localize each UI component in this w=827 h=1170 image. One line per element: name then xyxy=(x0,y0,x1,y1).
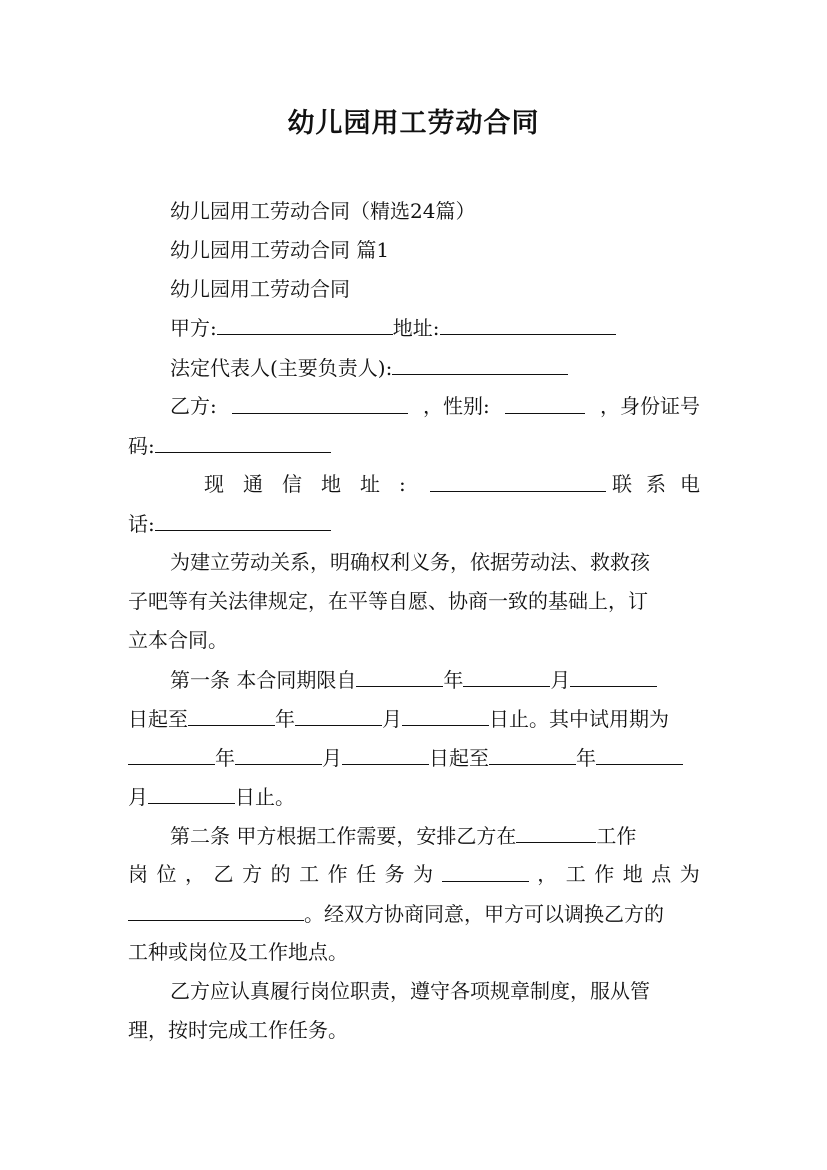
party-a-label: 甲方: xyxy=(170,316,217,340)
mail-address-label: 现通信地址: xyxy=(204,472,425,496)
end-day-blank xyxy=(402,699,489,726)
word: 点 xyxy=(651,862,672,886)
intro-line-2: 幼儿园用工劳动合同 篇1 xyxy=(170,238,390,262)
day-from-to-label: 日起至 xyxy=(429,746,489,770)
year-label: 年 xyxy=(275,707,295,731)
word: ， xyxy=(537,862,558,886)
month-label: 月 xyxy=(550,668,571,692)
day-from-to-label: 日起至 xyxy=(128,707,188,731)
word: ， xyxy=(185,862,206,886)
word: 乙 xyxy=(213,862,234,886)
probation-start-month-blank xyxy=(235,738,322,765)
id-blank xyxy=(155,426,331,453)
article-1-line-3 xyxy=(128,738,700,776)
article-2-line-3 xyxy=(128,894,700,932)
phone-line xyxy=(128,504,700,542)
word: 的 xyxy=(270,862,291,886)
month-label: 月 xyxy=(322,746,342,770)
word: 地 xyxy=(622,862,643,886)
gender-label: ，性别: xyxy=(423,394,490,418)
party-b-label: 乙方: xyxy=(170,394,217,418)
party-a-line xyxy=(128,308,700,346)
word: 工 xyxy=(565,862,586,886)
party-b-blank xyxy=(232,387,408,414)
id-label: ，身份证号 xyxy=(600,394,700,418)
id-line xyxy=(128,426,700,464)
intro-line-3: 幼儿园用工劳动合同 xyxy=(170,277,350,301)
article-1-head: 第一条 本合同期限自 xyxy=(170,668,357,692)
gender-blank xyxy=(505,387,585,414)
start-year-blank xyxy=(356,660,443,687)
article-2-line-1 xyxy=(128,816,700,854)
duty-line-1: 乙方应认真履行岗位职责，遵守各项规章制度，服从管 xyxy=(170,979,650,1003)
phone-label-tail: 话: xyxy=(128,512,155,536)
preamble-line-1: 为建立劳动关系，明确权利义务，依据劳动法、救救孩 xyxy=(170,550,650,574)
id-label-tail: 码: xyxy=(128,434,155,458)
duty-line-2: 理，按时完成工作任务。 xyxy=(128,1018,348,1042)
workplace-blank xyxy=(128,894,304,921)
end-month-blank xyxy=(295,699,382,726)
year-label: 年 xyxy=(576,746,596,770)
legal-rep-line xyxy=(128,348,700,386)
preamble-line-2: 子吧等有关法律规定，在平等自愿、协商一致的基础上，订 xyxy=(128,589,648,613)
end-year-blank xyxy=(188,699,275,726)
article-1-line-4 xyxy=(128,777,700,815)
article-2-head: 第二条 甲方根据工作需要，安排乙方在 xyxy=(170,824,517,848)
month-label: 月 xyxy=(382,707,402,731)
word: 作 xyxy=(594,862,615,886)
start-day-blank xyxy=(570,660,657,687)
probation-label: 其中试用期为 xyxy=(549,707,669,731)
day-end-label: 日止。 xyxy=(489,707,549,731)
probation-end-month-blank xyxy=(596,738,683,765)
probation-start-year-blank xyxy=(128,738,215,765)
word: 位 xyxy=(156,862,177,886)
party-a-blank xyxy=(217,308,393,335)
article-1-line-2 xyxy=(128,699,700,737)
document-title: 幼儿园用工劳动合同 xyxy=(287,108,540,139)
probation-end-day-blank xyxy=(148,777,235,804)
post-blank xyxy=(516,816,596,843)
word: 工 xyxy=(299,862,320,886)
intro-line-1: 幼儿园用工劳动合同（精选24篇） xyxy=(170,199,476,223)
word: 务 xyxy=(384,862,405,886)
year-label: 年 xyxy=(443,668,464,692)
article-2-line-4: 工种或岗位及工作地点。 xyxy=(128,940,348,964)
phone-blank xyxy=(155,504,331,531)
year-label: 年 xyxy=(215,746,235,770)
phone-label: 联系电 xyxy=(612,472,714,496)
word: 岗 xyxy=(128,862,148,886)
article-2-line-2 xyxy=(128,855,700,893)
word: 为 xyxy=(413,862,434,886)
address-blank xyxy=(440,308,616,335)
address-label: 地址: xyxy=(392,316,440,340)
legal-rep-blank xyxy=(392,348,568,375)
start-month-blank xyxy=(463,660,550,687)
word: 任 xyxy=(356,862,377,886)
party-b-line xyxy=(128,387,700,425)
word: 方 xyxy=(242,862,263,886)
work-label: 工作 xyxy=(596,824,637,848)
probation-end-year-blank xyxy=(489,738,576,765)
word: 作 xyxy=(327,862,348,886)
article-1-line-1 xyxy=(128,660,700,698)
legal-rep-label: 法定代表人(主要负责人): xyxy=(170,356,393,380)
month-label: 月 xyxy=(128,785,148,809)
preamble-line-3: 立本合同。 xyxy=(128,628,228,652)
mail-address-blank xyxy=(430,465,606,492)
day-end-label: 日止。 xyxy=(235,785,295,809)
article-2-consent: 。经双方协商同意，甲方可以调换乙方的 xyxy=(304,902,664,926)
probation-start-day-blank xyxy=(342,738,429,765)
word: 为 xyxy=(679,862,700,886)
mail-address-line xyxy=(128,465,714,503)
task-blank xyxy=(442,855,529,882)
